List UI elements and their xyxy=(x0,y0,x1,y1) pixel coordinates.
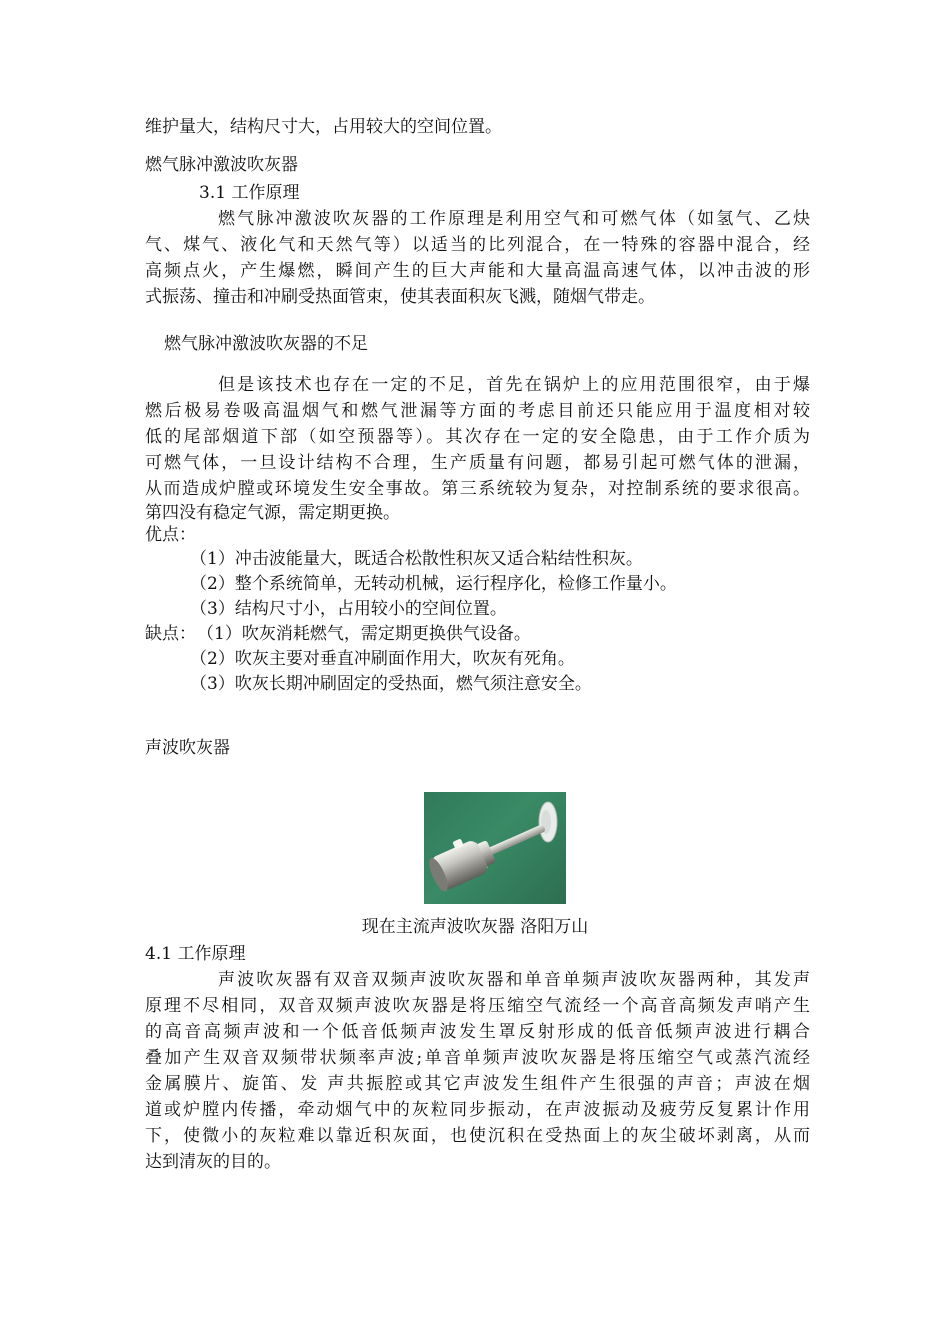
subsection-title-principle-sonic: 4.1 工作原理 xyxy=(145,944,246,964)
paragraph-line: 下，使微小的灰粒难以靠近积灰面，也使沉积在受热面上的灰尘破坏剥离，从而 xyxy=(145,1126,810,1146)
paragraph-line: 燃后极易卷吸高温烟气和燃气泄漏等方面的考虑目前还只能应用于温度相对较 xyxy=(145,401,810,421)
pros-label: 优点： xyxy=(145,525,196,545)
paragraph-line: 气、煤气、液化气和天然气等）以适当的比列混合，在一特殊的容器中混合，经 xyxy=(145,235,810,255)
cons-item: （1）吹灰消耗燃气，需定期更换供气设备。 xyxy=(197,624,531,644)
cons-item: （3）吹灰长期冲刷固定的受热面，燃气须注意安全。 xyxy=(190,674,592,694)
paragraph-line: 高频点火，产生爆燃，瞬间产生的巨大声能和大量高温高速气体，以冲击波的形 xyxy=(145,261,810,281)
image-caption: 现在主流声波吹灰器 洛阳万山 xyxy=(361,917,589,937)
sonic-soot-blower-illustration xyxy=(424,792,566,904)
paragraph-line: 但是该技术也存在一定的不足，首先在锅炉上的应用范围很窄，由于爆 xyxy=(218,375,810,395)
paragraph-line: 式振荡、撞击和冲刷受热面管束，使其表面积灰飞溅，随烟气带走。 xyxy=(145,287,655,307)
paragraph-line: 声波吹灰器有双音双频声波吹灰器和单音单频声波吹灰器两种，其发声 xyxy=(218,970,810,990)
paragraph-line: 从而造成炉膛或环境发生安全事故。第三系统较为复杂，对控制系统的要求很高。 xyxy=(145,479,810,499)
subsection-title-principle: 3.1 工作原理 xyxy=(199,183,300,203)
paragraph-line: 道或炉膛内传播，牵动烟气中的灰粒同步振动，在声波振动及疲劳反复累计作用 xyxy=(145,1100,810,1120)
paragraph-line: 原理不尽相同，双音双频声波吹灰器是将压缩空气流经一个高音高频发声哨产生 xyxy=(145,996,810,1016)
paragraph-line: 第四没有稳定气源，需定期更换。 xyxy=(145,503,400,523)
cons-item: （2）吹灰主要对垂直冲刷面作用大，吹灰有死角。 xyxy=(190,649,575,669)
paragraph-line: 金属膜片、旋笛、发 声共振腔或其它声波发生组件产生很强的声音；声波在烟 xyxy=(145,1074,810,1094)
paragraph-line: 叠加产生双音双频带状频率声波;单音单频声波吹灰器是将压缩空气或蒸汽流经 xyxy=(145,1048,810,1068)
pros-item: （1）冲击波能量大，既适合松散性积灰又适合粘结性积灰。 xyxy=(190,549,643,569)
paragraph-line: 的高音高频声波和一个低音低频声波发生罩反射形成的低音低频声波进行耦合 xyxy=(145,1022,810,1042)
section-title-shortcoming: 燃气脉冲激波吹灰器的不足 xyxy=(164,334,368,354)
paragraph-line: 维护量大，结构尺寸大，占用较大的空间位置。 xyxy=(145,117,502,137)
section-title-gas: 燃气脉冲激波吹灰器 xyxy=(145,155,298,175)
cons-label: 缺点： xyxy=(145,624,196,644)
paragraph-line: 燃气脉冲激波吹灰器的工作原理是利用空气和可燃气体（如氢气、乙炔 xyxy=(218,209,810,229)
pros-item: （2）整个系统简单，无转动机械，运行程序化，检修工作量小。 xyxy=(190,574,677,594)
paragraph-line: 低的尾部烟道下部（如空预器等）。其次存在一定的安全隐患，由于工作介质为 xyxy=(145,427,810,447)
paragraph-line: 可燃气体，一旦设计结构不合理，生产质量有问题，都易引起可燃气体的泄漏， xyxy=(145,453,810,473)
paragraph-line: 达到清灰的目的。 xyxy=(145,1152,281,1172)
sonic-soot-blower-photo xyxy=(424,792,566,904)
section-title-sonic: 声波吹灰器 xyxy=(145,738,230,758)
pros-item: （3）结构尺寸小，占用较小的空间位置。 xyxy=(190,599,507,619)
